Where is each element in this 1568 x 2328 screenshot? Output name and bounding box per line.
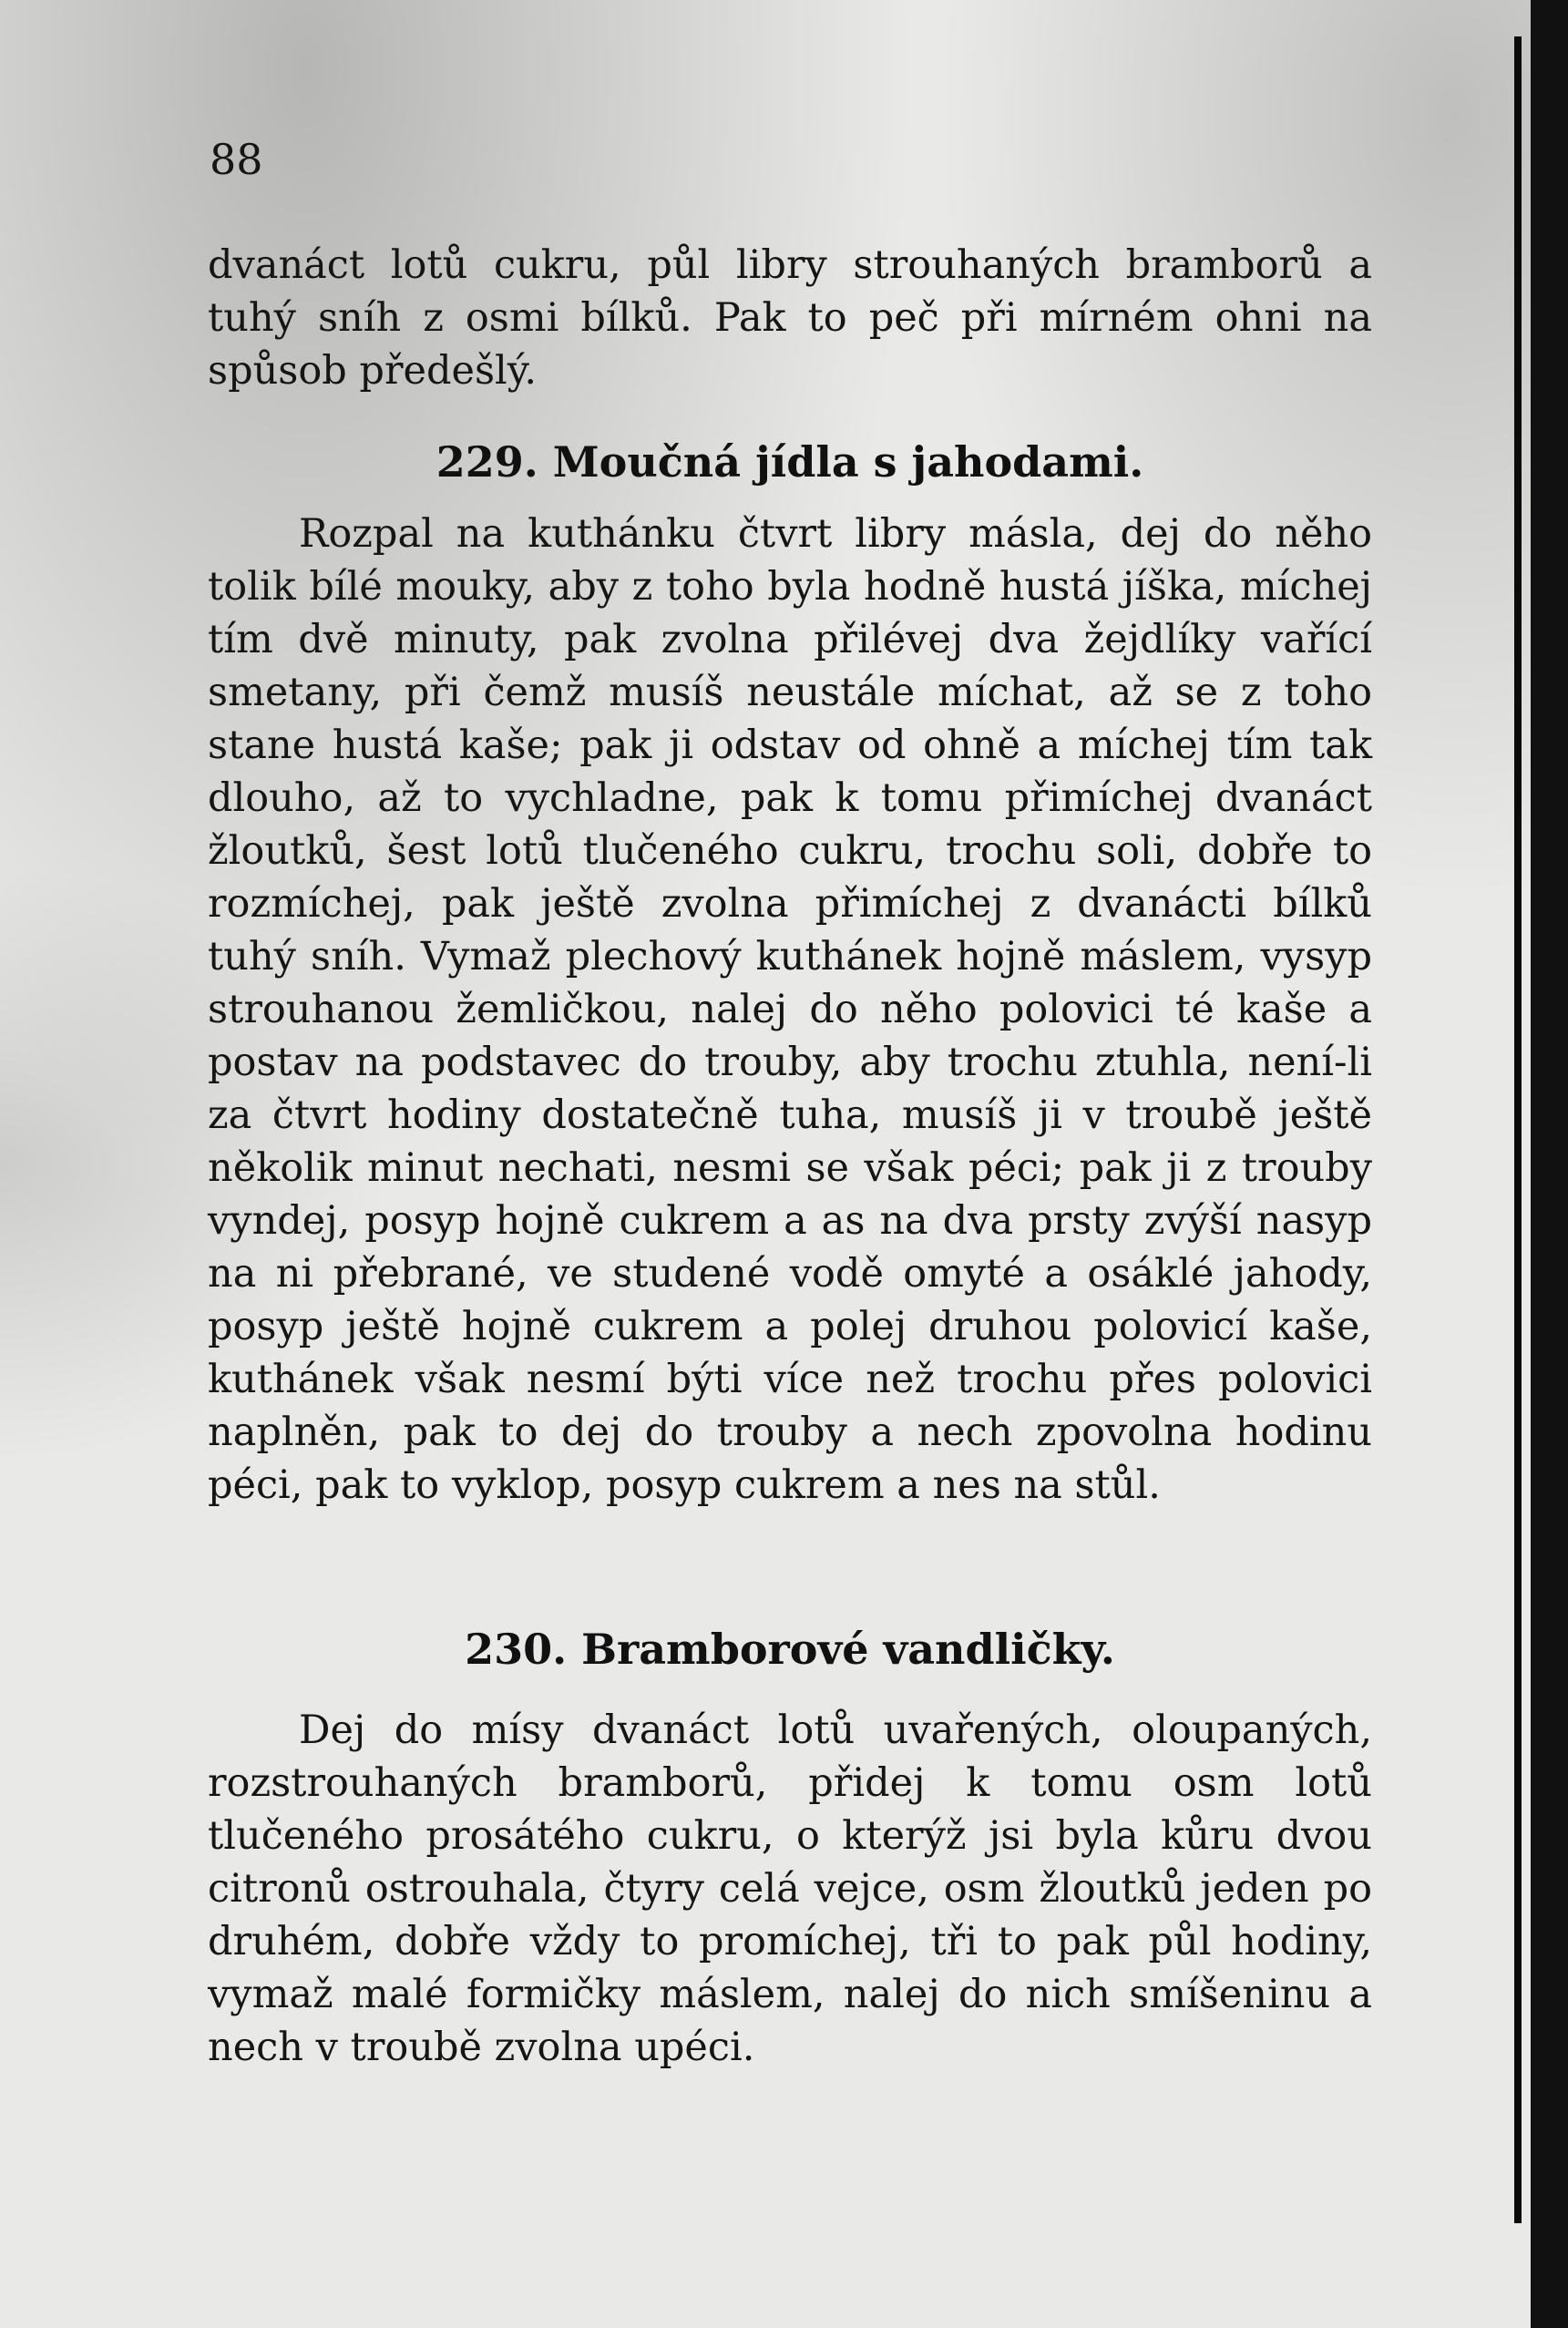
recipe-230-heading: 230. Bramborové vandličky.	[465, 1625, 1115, 1674]
recipe-229-paragraph: Rozpal na kuthánku čtvrt libry másla, dej do něho tolik bílé mouky, aby z toho byla hodně hustá jíška, míchej tím dvě minuty, pak zvolna přilévej dva žejdlíky vařící smetany, při čemž musíš neustále míchat, až se z toho stane hustá kaše; pak ji odstav od ohně a míchej tím tak dlouho, až to vychladne, pak k tomu přimíchej dvanáct žloutků, šest lotů tlučeného cukru, trochu soli, dobře to rozmíchej, pak ještě zvolna přimíchej z dvanácti bílků tuhý sníh. Vymaž plechový kuthánek hojně máslem, vysyp strouhanou žemličkou, nalej do něho polovici té kaše a postav na podstavec do trouby, aby trochu ztuhla, není-li za čtvrt hodiny dostatečně tuha, musíš ji v troubě ještě několik minut nechati, nesmi se však péci; pak ji z trouby vyndej, posyp hojně cukrem a as na dva prsty zvýší nasyp na ni přebrané, ve studené vodě omyté a osáklé jahody, posyp ještě hojně cukrem a polej druhou polovicí kaše, kuthánek však nesmí býti více než trochu přes polovici naplněn, pak to dej do trouby a nech zpovolna hodinu péci, pak to vyklop, posyp cukrem a nes na stůl.	[208, 511, 1372, 1508]
recipe-230-paragraph: Dej do mísy dvanáct lotů uvařených, oloupaných, rozstrouhaných bramborů, přidej k tomu osm lotů tlučeného prosátého cukru, o kterýž jsi byla kůru dvou citronů ostrouhala, čtyry celá vejce, osm žloutků jeden po druhém, dobře vždy to promíchej, tři to pak půl hodiny, vymaž malé formičky máslem, nalej do nich smíšeninu a nech v troubě zvolna upéci.	[208, 1708, 1372, 2070]
intro-paragraph: dvanáct lotů cukru, půl libry strouhaných bramborů a tuhý sníh z osmi bílků. Pak to peč při mírném ohni na spůsob předešlý.	[208, 242, 1372, 394]
page-number: 88	[210, 135, 263, 184]
page-edge-shadow	[1514, 36, 1522, 2223]
recipe-229-heading: 229. Moučná jídla s jahodami.	[436, 437, 1144, 487]
